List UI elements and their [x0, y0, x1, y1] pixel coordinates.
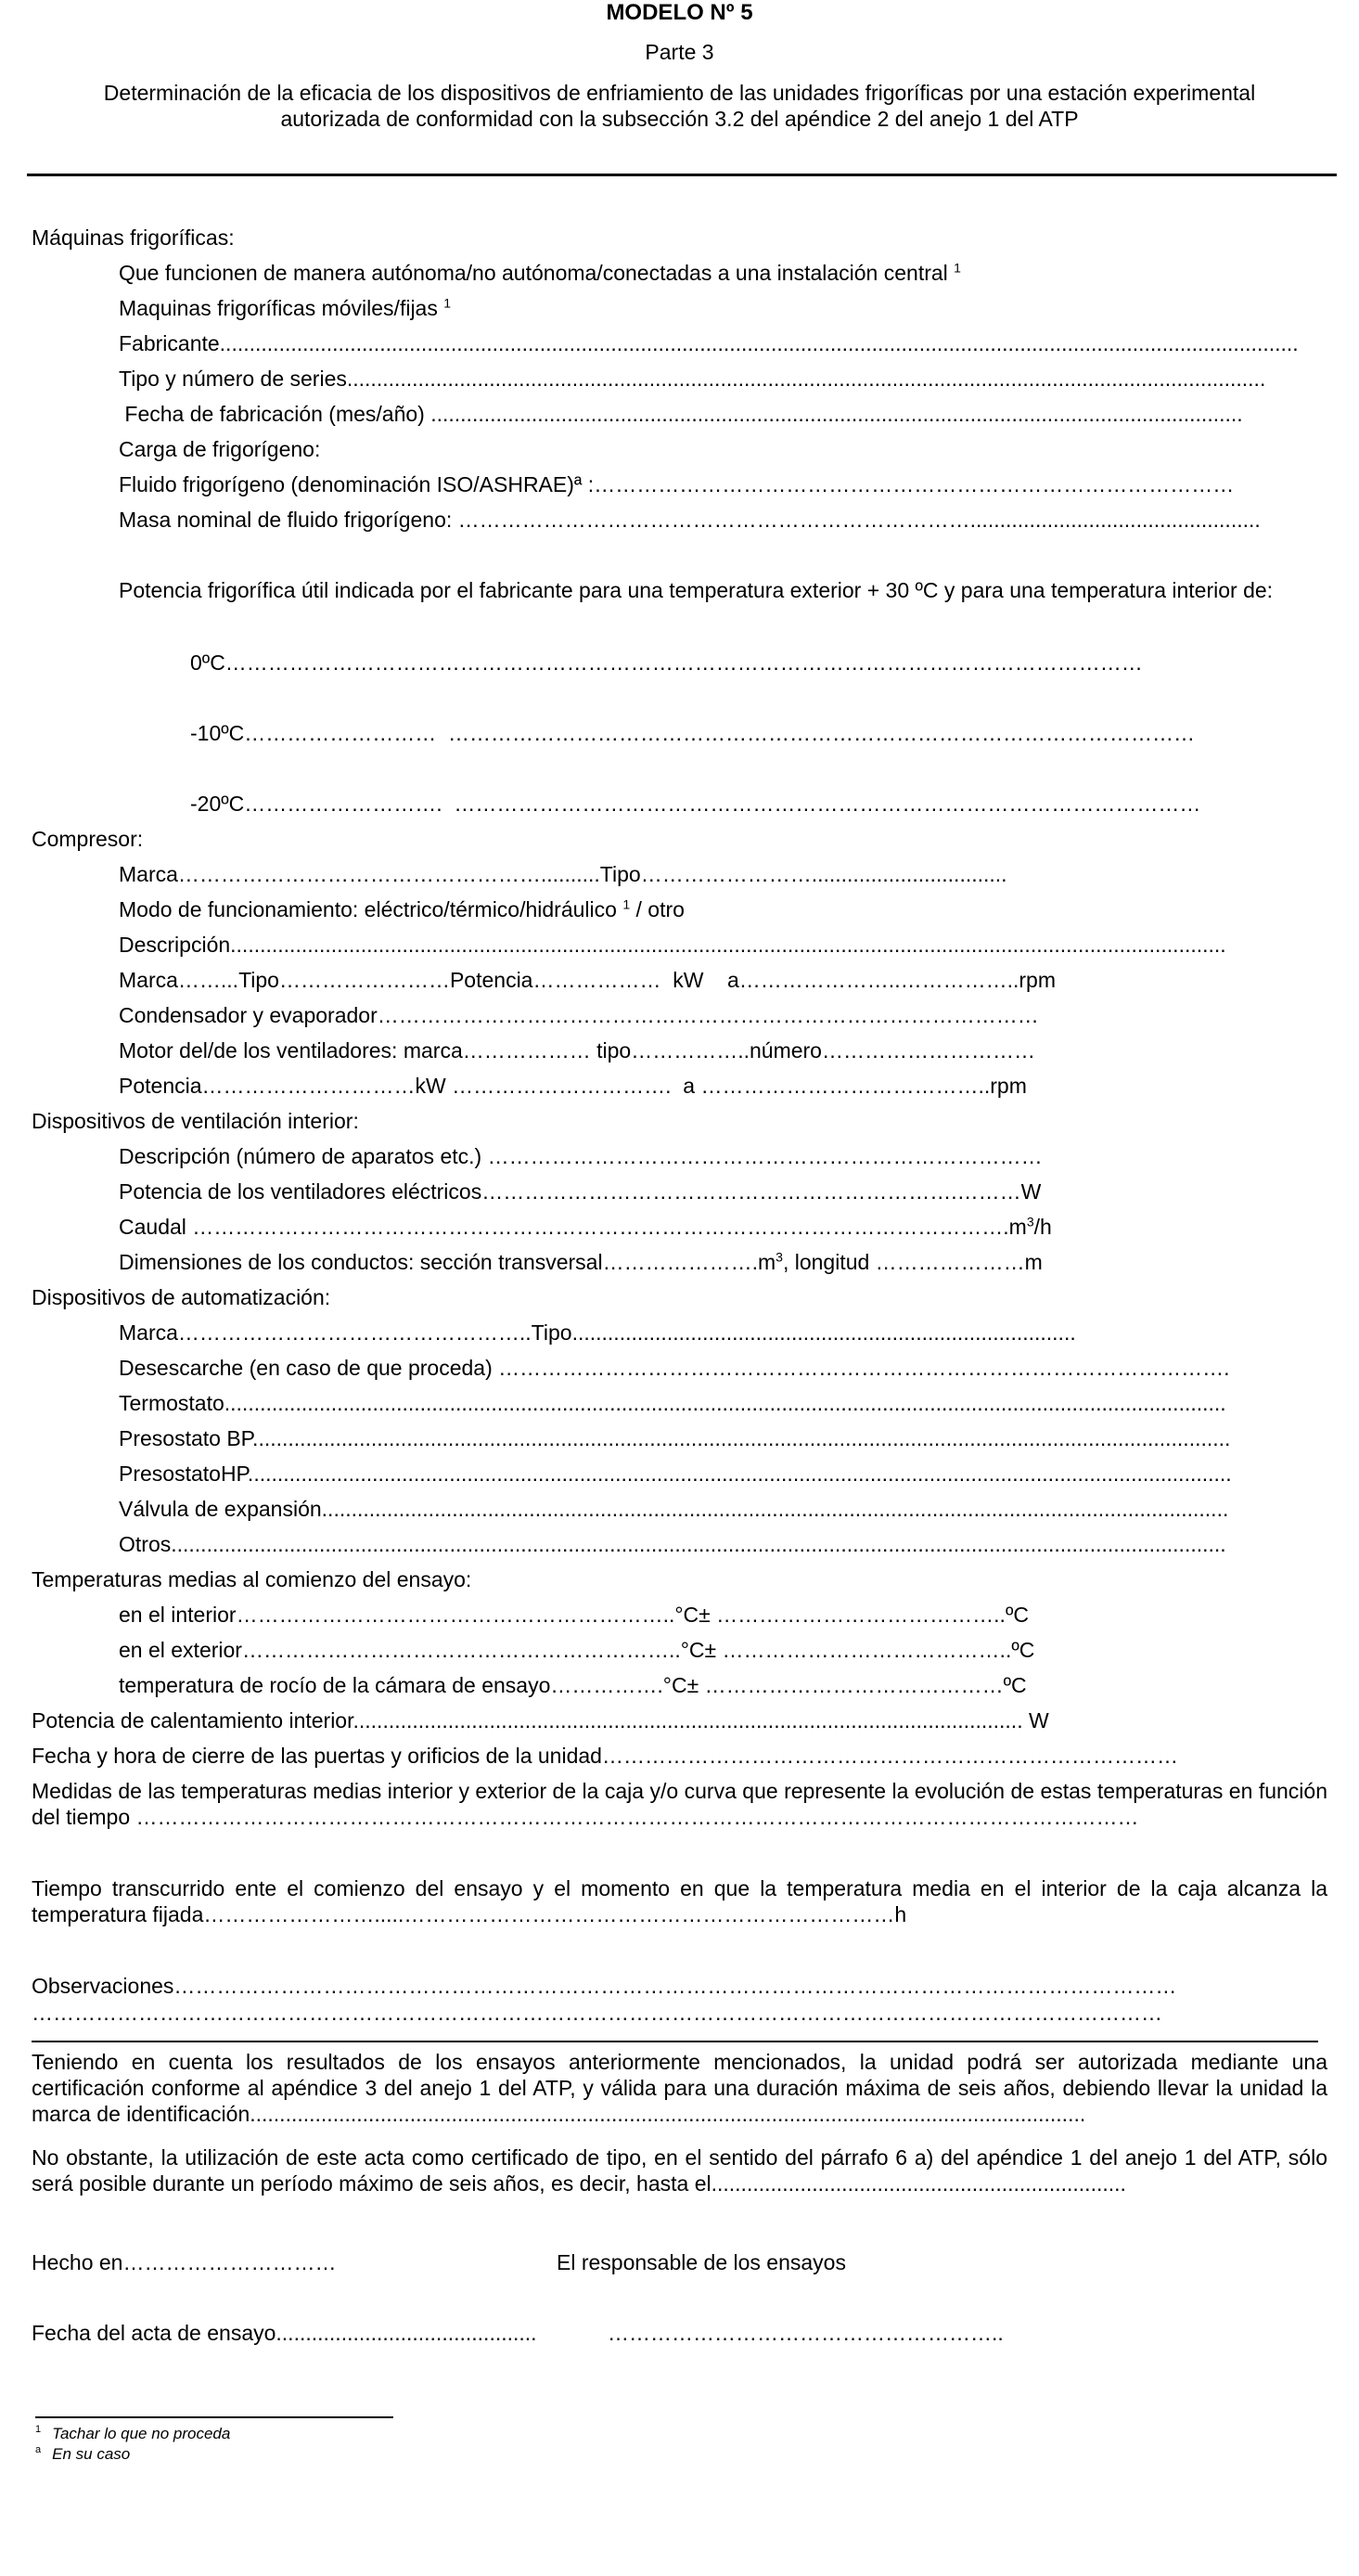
field-descripcion[interactable]: Descripción........................................................................................................................................................................ — [119, 933, 1226, 957]
field-potencia-minus20c[interactable]: -20ºC………………………. …………………………………………………………………………………………… — [190, 792, 1201, 816]
footnote-text: En su caso — [52, 2445, 131, 2463]
field-tipo-numero-series[interactable]: Tipo y número de series........................................................................................................................................................... — [119, 367, 1266, 391]
field-fabricante[interactable]: Fabricante...................................................................................................................................................................................... — [119, 331, 1299, 355]
section-compresor: Compresor: — [32, 827, 144, 851]
field-fluido-frigorigeno[interactable]: Fluido frigorígeno (denominación ISO/ASHRAE)ª :……………………………………………………………………………… — [119, 472, 1235, 496]
footnote-mark: 1 — [35, 2424, 42, 2436]
field-potencia-kw[interactable]: Potencia…………………………kW …………………………. a …………………………………..rpm — [119, 1074, 1027, 1098]
field-presostato-hp[interactable]: PresostatoHP...................................................................................................................................................................... — [119, 1462, 1232, 1486]
field-observaciones[interactable]: Observaciones…………………………………………………………………………………………………………………………… — [32, 1974, 1177, 1998]
section-ventilacion-interior: Dispositivos de ventilación interior: — [32, 1109, 359, 1133]
header-divider — [27, 174, 1337, 176]
unit-suffix: /h — [1033, 1215, 1052, 1239]
part-label: Parte 3 — [645, 40, 714, 64]
field-temperatura-rocio[interactable]: temperatura de rocío de la cámara de ensayo…………….°C± ……………………………………ºC — [119, 1673, 1027, 1697]
field-funcionamiento-label: Que funcionen de manera autónoma/no autónoma/conectadas a una instalación central — [119, 261, 955, 285]
footnote-ref: 1 — [443, 295, 452, 311]
field-potencia-calentamiento[interactable]: Potencia de calentamiento interior................................................................................................................. W — [32, 1708, 1049, 1732]
footnote-mark: a — [35, 2444, 42, 2456]
unit-exponent: 3 — [1026, 1214, 1034, 1230]
field-automatizacion-marca-tipo[interactable]: Marca…………………………………………..Tipo..................................................................................... — [119, 1320, 1076, 1345]
field-temperatura-exterior[interactable]: en el exterior……………………………………………………..°C± …………………………………..ºC — [119, 1638, 1035, 1662]
field-fecha-fabricacion[interactable]: Fecha de fabricación (mes/año) ......................................................................................................................................... — [119, 402, 1243, 426]
field-fecha-acta[interactable]: Fecha del acta de ensayo............................................ — [32, 2321, 537, 2345]
unit-exponent: 3 — [776, 1249, 783, 1265]
field-longitud: , longitud …………………m — [782, 1250, 1043, 1274]
field-tiempo-transcurrido[interactable]: Tiempo transcurrido ente el comienzo del ensayo y el momento en que la temperatura media en el interior de la caja alcanza la temperatura fijada…………………….....……………………………………………………………h — [32, 1876, 1327, 1926]
paragraph-no-obstante: No obstante, la utilización de este acta como certificado de tipo, en el sentido del párrafo 6 a) del apéndice 1 del anejo 1 del ATP, sólo será posible durante un período máximo de seis años, es decir, hasta el...................................................................... — [32, 2145, 1327, 2196]
field-compresor-marca-tipo[interactable]: Marca……………………………………………..........Tipo……………………................................. — [119, 862, 1007, 886]
field-desescarche[interactable]: Desescarche (en caso de que proceda) …………………………………………………………………………………………. — [119, 1356, 1230, 1380]
field-condensador-evaporador[interactable]: Condensador y evaporador………………………………………………………………………………… — [119, 1003, 1039, 1027]
field-potencia-0c[interactable]: 0ºC………………………………………………………………………………………………………………… — [190, 650, 1143, 675]
section-maquinas-frigorificas: Máquinas frigoríficas: — [32, 225, 235, 250]
field-marca-tipo-potencia[interactable]: Marca……...Tipo……………………Potencia……………… kW a…………………..……………..rpm — [119, 968, 1056, 992]
observaciones-divider — [32, 2041, 1318, 2042]
footnote-divider — [35, 2416, 393, 2418]
footnote-text: Tachar lo que no proceda — [52, 2425, 231, 2442]
field-modo-funcionamiento — [119, 896, 685, 922]
field-motor-ventiladores[interactable]: Motor del/de los ventiladores: marca……………… tipo……………..número………………………… — [119, 1038, 1035, 1063]
footnote-ref: 1 — [954, 260, 961, 276]
field-otros[interactable]: Otros.................................................................................................................................................................................. — [119, 1532, 1226, 1556]
field-potencia-minus10c[interactable]: -10ºC……………………… …………………………………………………………………………………………… — [190, 721, 1196, 745]
field-dimensiones-conductos[interactable] — [119, 1249, 1043, 1275]
page-title: MODELO Nº 5 — [606, 0, 753, 25]
field-medidas-temperaturas[interactable]: Medidas de las temperaturas medias interior y exterior de la caja y/o curva que represente la evolución de estas temperaturas en función del tiempo …………………………………………………………………………………………………………………………… — [32, 1779, 1327, 1829]
field-moviles-fijas-label: Maquinas frigoríficas móviles/fijas — [119, 296, 444, 320]
field-termostato[interactable]: Termostato......................................................................................................................................................................... — [119, 1391, 1226, 1415]
field-dimensiones-label: Dimensiones de los conductos: sección transversal………………….m — [119, 1250, 776, 1274]
field-valvula-expansion[interactable]: Válvula de expansión......................................................................................................................................................... — [119, 1497, 1229, 1521]
field-masa-nominal[interactable]: Masa nominal de fluido frigorígeno: ………………………………………………………………................................................. — [119, 508, 1261, 532]
field-temperatura-interior[interactable]: en el interior……………………………………………………..°C± …………………………………..ºC — [119, 1603, 1029, 1627]
footnote-1 — [35, 2424, 230, 2444]
field-potencia-ventiladores[interactable]: Potencia de los ventiladores eléctricos………………………………………………………….………W — [119, 1179, 1042, 1204]
field-descripcion-aparatos[interactable]: Descripción (número de aparatos etc.) …………………………………………………………………… — [119, 1144, 1043, 1168]
field-caudal-label: Caudal …………………………………………………………………………………………………….m — [119, 1215, 1027, 1239]
field-caudal[interactable] — [119, 1214, 1052, 1240]
footnote-a — [35, 2444, 130, 2465]
document-description: Determinación de la eficacia de los dispositivos de enfriamiento de las unidades frigoríficas por una estación experimental autorizada de conformidad con la subsección 3.2 del apéndice 2 del anejo 1 del ATP — [103, 81, 1256, 131]
field-fecha-cierre[interactable]: Fecha y hora de cierre de las puertas y orificios de la unidad……………………………………………………………………… — [32, 1744, 1178, 1768]
section-automatizacion: Dispositivos de automatización: — [32, 1285, 331, 1309]
field-hecho-en[interactable]: Hecho en………………………… — [32, 2250, 337, 2274]
label-potencia-frigorifica: Potencia frigorífica útil indicada por el fabricante para una temperatura exterior + 30 ºC y para una temperatura interior de: — [119, 578, 1274, 602]
field-funcionamiento — [119, 260, 961, 286]
paragraph-certificacion: Teniendo en cuenta los resultados de los ensayos anteriormente mencionados, la unidad podrá ser autorizada mediante una certificación conforme al apéndice 3 del anejo 1 del ATP, y válida para una duración máxima de seis años, debiendo llevar la unidad la marca de identificación............................................................................................................................................. — [32, 2050, 1327, 2126]
field-observaciones-continued[interactable]: …………………………………………………………………………………………………………………………………………… — [32, 2001, 1162, 2025]
label-responsable-ensayos: El responsable de los ensayos — [557, 2250, 846, 2274]
field-presostato-bp[interactable]: Presostato BP..................................................................................................................................................................... — [119, 1426, 1231, 1450]
field-modo-otro: / otro — [630, 897, 685, 921]
field-modo-label: Modo de funcionamiento: eléctrico/térmico/hidráulico — [119, 897, 623, 921]
section-carga-frigorigeno: Carga de frigorígeno: — [119, 437, 321, 461]
field-firma-responsable[interactable]: ……………………………………………….. — [608, 2321, 1004, 2345]
section-temperaturas-medias: Temperaturas medias al comienzo del ensayo: — [32, 1567, 472, 1591]
field-moviles-fijas — [119, 295, 451, 321]
footnote-ref: 1 — [622, 896, 631, 912]
